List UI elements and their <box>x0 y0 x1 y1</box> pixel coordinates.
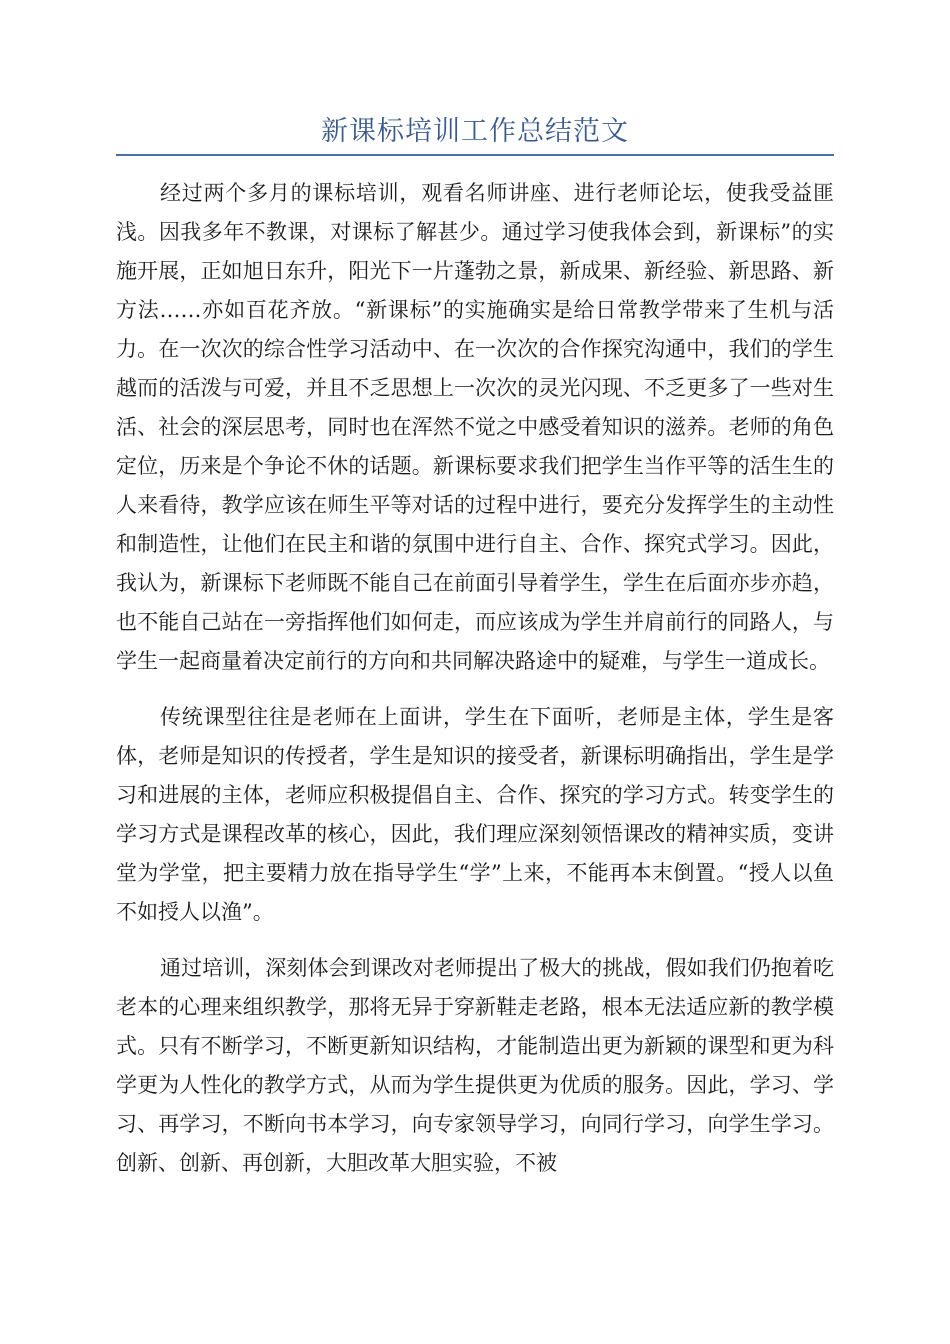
paragraph-3: 通过培训，深刻体会到课改对老师提出了极大的挑战，假如我们仍抱着吃老本的心理来组织教学，那将无异于穿新鞋走老路，根本无法适应新的教学模式。只有不断学习，不断更新知识结构，才能制造出更为新颖的课型和更为科学更为人性化的教学方式，从而为学生提供更为优质的服务。因此，学习、学习、再学习，不断向书本学习，向专家领导学习，向同行学习，向学生学习。创新、创新、再创新，大胆改革大胆实验，不被 <box>116 956 834 1175</box>
title-underline <box>116 154 834 156</box>
paragraph-1: 经过两个多月的课标培训，观看名师讲座、进行老师论坛，使我受益匪浅。因我多年不教课，对课标了解甚少。通过学习使我体会到，新课标”的实施开展，正如旭日东升，阳光下一片蓬勃之景，新成果、新经验、新思路、新方法……亦如百花齐放。“新课标”的实施确实是给日常教学带来了生机与活力。在一次次的综合性学习活动中、在一次次的合作探究沟通中，我们的学生越而的活泼与可爱，并且不乏思想上一次次的灵光闪现、不乏更多了一些对生活、社会的深层思考，同时也在浑然不觉之中感受着知识的滋养。老师的角色定位，历来是个争论不休的话题。新课标要求我们把学生当作平等的活生生的人来看待，教学应该在师生平等对话的过程中进行，要充分发挥学生的主动性和制造性，让他们在民主和谐的氛围中进行自主、合作、探究式学习。因此，我认为，新课标下老师既不能自己在前面引导着学生，学生在后面亦步亦趋，也不能自己站在一旁指挥他们如何走，而应该成为学生并肩前行的同路人，与学生一起商量着决定前行的方向和共同解决路途中的疑难，与学生一道成长。 <box>116 181 834 673</box>
document-body <box>116 174 834 1200</box>
page-title: 新课标培训工作总结范文 <box>321 116 629 147</box>
paragraph-2: 传统课型往往是老师在上面讲，学生在下面听，老师是主体，学生是客体，老师是知识的传授者，学生是知识的接受者，新课标明确指出，学生是学习和进展的主体，老师应积极提倡自主、合作、探究的学习方式。转变学生的学习方式是课程改革的核心，因此，我们理应深刻领悟课改的精神实质，变讲堂为学堂，把主要精力放在指导学生“学”上来，不能再本末倒置。“授人以鱼不如授人以渔”。 <box>116 705 834 924</box>
